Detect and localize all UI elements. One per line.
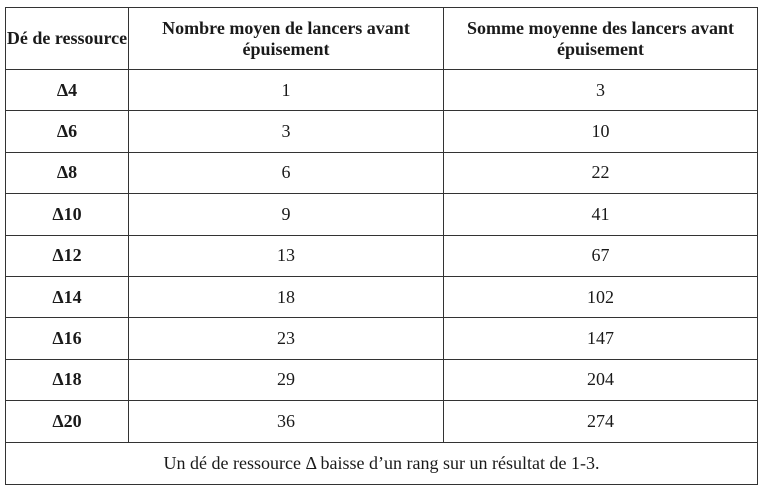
avg-rolls-cell: 6 (129, 152, 444, 193)
table-row (6, 318, 758, 359)
table-row (6, 359, 758, 400)
avg-sum-cell: 3 (444, 70, 758, 111)
table-footnote: Un dé de ressource Δ baisse d’un rang sur un résultat de 1-3. (6, 442, 758, 484)
table-row (6, 111, 758, 152)
header-resource-die: Dé de ressource (6, 8, 129, 70)
table-row (6, 276, 758, 317)
avg-sum-cell: 274 (444, 401, 758, 442)
resource-dice-table (5, 7, 758, 485)
avg-rolls-cell: 1 (129, 70, 444, 111)
avg-rolls-cell: 18 (129, 276, 444, 317)
avg-rolls-cell: 36 (129, 401, 444, 442)
avg-sum-cell: 22 (444, 152, 758, 193)
avg-sum-cell: 147 (444, 318, 758, 359)
die-cell: Δ18 (6, 359, 129, 400)
header-row (6, 8, 758, 70)
avg-sum-cell: 67 (444, 235, 758, 276)
header-avg-sum: Somme moyenne des lancers avant épuisement (444, 8, 758, 70)
header-avg-rolls: Nombre moyen de lancers avant épuisement (129, 8, 444, 70)
avg-sum-cell: 204 (444, 359, 758, 400)
avg-rolls-cell: 23 (129, 318, 444, 359)
die-cell: Δ4 (6, 70, 129, 111)
die-cell: Δ10 (6, 194, 129, 235)
table-row (6, 235, 758, 276)
die-cell: Δ12 (6, 235, 129, 276)
avg-rolls-cell: 13 (129, 235, 444, 276)
table-row (6, 70, 758, 111)
die-cell: Δ14 (6, 276, 129, 317)
die-cell: Δ8 (6, 152, 129, 193)
avg-sum-cell: 10 (444, 111, 758, 152)
die-cell: Δ20 (6, 401, 129, 442)
avg-rolls-cell: 9 (129, 194, 444, 235)
avg-sum-cell: 102 (444, 276, 758, 317)
avg-rolls-cell: 3 (129, 111, 444, 152)
table-row (6, 152, 758, 193)
die-cell: Δ16 (6, 318, 129, 359)
avg-sum-cell: 41 (444, 194, 758, 235)
table-row (6, 401, 758, 442)
die-cell: Δ6 (6, 111, 129, 152)
table-row (6, 194, 758, 235)
footnote-row (6, 442, 758, 484)
avg-rolls-cell: 29 (129, 359, 444, 400)
